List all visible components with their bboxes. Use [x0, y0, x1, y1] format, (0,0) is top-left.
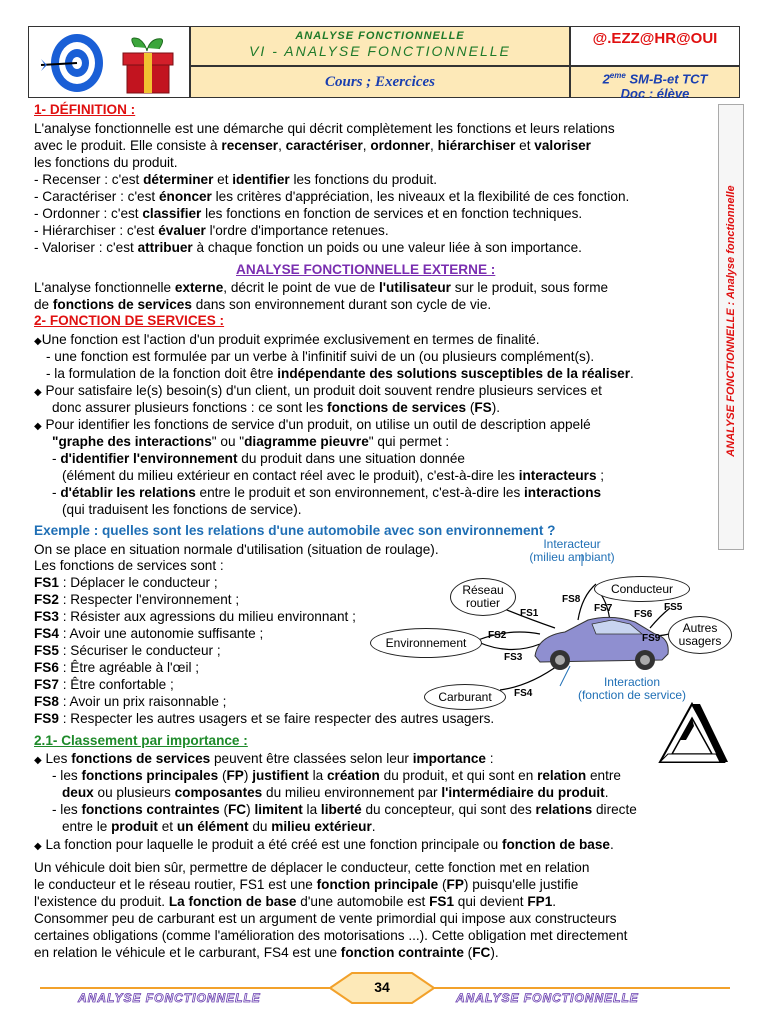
t: La fonction de base	[168, 894, 297, 909]
t: produit	[111, 819, 158, 834]
fs-text: : Déplacer le conducteur ;	[58, 575, 218, 590]
def-ordonner	[34, 205, 582, 222]
classement-para-6	[34, 944, 499, 961]
bullet-icon: ◆	[34, 421, 42, 432]
t: FP	[446, 877, 464, 892]
t: les fonctions du produit.	[289, 172, 438, 187]
page-number: 34	[374, 979, 390, 995]
bubble-reseau-routier	[450, 578, 516, 616]
t: du produit, et qui sont en	[379, 768, 538, 783]
t: (milieu ambiant)	[529, 550, 615, 564]
t: liberté	[320, 802, 362, 817]
header-title-top	[190, 26, 570, 66]
t: (	[466, 400, 475, 415]
t: ).	[491, 400, 501, 415]
fs-item	[34, 659, 199, 676]
t: dans son environnement durant son cycle de vie.	[191, 297, 492, 312]
fs-line-9	[62, 467, 604, 484]
header-author-cell	[570, 26, 740, 66]
fs-item	[34, 642, 221, 659]
t: - la formulation de la fonction doit être	[46, 366, 278, 381]
t: L'analyse fonctionnelle	[34, 280, 175, 295]
level-number: 2	[602, 71, 610, 87]
t: limitent	[254, 802, 303, 817]
fs-line-5	[52, 399, 500, 416]
t: - Hiérarchiser : c'est	[34, 223, 159, 238]
fs-item	[34, 693, 226, 710]
header-doc: Doc : élève	[620, 86, 690, 102]
fs-text: : Sécuriser le conducteur ;	[58, 643, 221, 658]
level-sup: eme	[609, 71, 626, 80]
def-valoriser	[34, 239, 582, 256]
fs9-label: FS9	[642, 633, 661, 644]
fs-code: FS5	[34, 643, 59, 658]
t: la	[308, 768, 327, 783]
externe-line-1	[34, 279, 608, 296]
side-vertical-text: ANALYSE FONCTIONNELLE : Analyse fonctionnelle	[725, 185, 737, 457]
fs-heading: 2- FONCTION DE SERVICES :	[34, 313, 225, 328]
classement-para-5: certaines obligations (comme l'amélioration des motorisations ...). Cette obligation met directement	[34, 928, 628, 943]
t: , décrit le point de vue de	[223, 280, 379, 295]
fs-code: FS4	[34, 626, 59, 641]
classement-line-2	[52, 767, 621, 784]
t: entre	[586, 768, 621, 783]
fs-text: : Respecter l'environnement ;	[58, 592, 240, 607]
t: relation	[537, 768, 587, 783]
t: " ou "	[211, 434, 245, 449]
example-heading: Exemple : quelles sont les relations d'une automobile avec son environnement ?	[34, 523, 556, 538]
t: classifier	[142, 206, 202, 221]
t: Interaction	[603, 675, 661, 689]
header-subtitle-cell	[190, 66, 570, 98]
t: fonctions de services	[71, 751, 211, 766]
fs-line-2: - une fonction est formulée par un verbe à l'infinitif suivi de un (ou plusieurs complément(s).	[46, 349, 595, 364]
def-para-2	[34, 137, 591, 154]
fs-code: FS3	[34, 609, 59, 624]
fs-item	[34, 591, 239, 608]
t: FC	[472, 945, 491, 960]
t: fonction contrainte	[340, 945, 464, 960]
t: d'établir les relations	[60, 485, 196, 500]
definition-heading: 1- DÉFINITION :	[34, 102, 136, 117]
t: " qui permet :	[368, 434, 450, 449]
fs-text: : Respecter les autres usagers et se faire respecter des autres usagers.	[58, 711, 495, 726]
t: FP1	[527, 894, 553, 909]
t: (élément du milieu extérieur en contact réel avec le produit), c'est-à-dire les	[62, 468, 519, 483]
t: composantes	[174, 785, 263, 800]
fs5-label: FS5	[664, 602, 683, 613]
t: deux	[62, 785, 94, 800]
fs-item	[34, 710, 494, 727]
t: "graphe des interactions	[52, 434, 212, 449]
t: .	[604, 785, 609, 800]
interaction-label	[564, 676, 700, 702]
fs-text: : Avoir un prix raisonnable ;	[58, 694, 227, 709]
t: interactions	[524, 485, 602, 500]
t: l'existence du produit.	[34, 894, 169, 909]
t: importance	[412, 751, 486, 766]
t: du concepteur, qui sont des	[361, 802, 536, 817]
pieuvre-diagram	[360, 536, 720, 708]
bullet-icon: ◆	[34, 387, 42, 398]
t: -	[52, 451, 61, 466]
classement-line-4	[52, 801, 637, 818]
t: fonctions de services	[327, 400, 467, 415]
bubble-environnement: Environnement	[370, 628, 482, 658]
t: à chaque fonction un poids ou une valeur liée à son importance.	[192, 240, 582, 255]
side-vertical-label	[718, 104, 744, 550]
t: avec le produit. Elle consiste à	[34, 138, 222, 153]
t: - Caractériser : c'est	[34, 189, 159, 204]
t: du milieu environnement par	[262, 785, 442, 800]
fs2-label: FS2	[488, 630, 507, 641]
t: routier	[465, 596, 500, 610]
t: indépendante des solutions susceptibles de la réaliser	[277, 366, 631, 381]
fs-code: FS1	[34, 575, 59, 590]
t: l'ordre d'importance retenues.	[205, 223, 389, 238]
classement-para-2	[34, 876, 578, 893]
t: .	[552, 894, 557, 909]
t: (	[463, 945, 473, 960]
t: l'utilisateur	[378, 280, 451, 295]
t: fonction principale	[316, 877, 439, 892]
fs-line-10	[52, 484, 601, 501]
fs-line-11: (qui traduisent les fonctions de service).	[62, 502, 302, 517]
t: Interacteur	[543, 537, 601, 551]
fs-text: : Avoir une autonomie suffisante ;	[58, 626, 264, 641]
t: du produit dans une situation donnée	[237, 451, 465, 466]
target-logo-icon	[37, 31, 107, 95]
externe-line-2	[34, 296, 491, 313]
t: Pour satisfaire le(s) besoin(s) d'un client, un produit doit souvent rendre plusieurs services et	[45, 383, 602, 398]
t: Une fonction est l'action d'un produit exprimée exclusivement en termes de finalité.	[41, 332, 540, 347]
t: entre le	[62, 819, 112, 834]
bubble-carburant: Carburant	[424, 684, 506, 710]
t: directe	[592, 802, 637, 817]
t: évaluer	[158, 223, 206, 238]
t: qui devient	[454, 894, 528, 909]
classement-line-3	[62, 784, 608, 801]
t: (	[438, 877, 447, 892]
t: ,	[278, 138, 286, 153]
t: recenser	[221, 138, 279, 153]
example-intro-2: Les fonctions de services sont :	[34, 558, 224, 573]
t: les critères d'appréciation, les niveaux et la flexibilité de ces fonction.	[211, 189, 630, 204]
t: diagramme pieuvre	[244, 434, 369, 449]
t: du	[248, 819, 272, 834]
t: - les	[52, 802, 82, 817]
bullet-icon: ◆	[34, 336, 42, 347]
t: FS1	[429, 894, 455, 909]
fs-code: FS6	[34, 660, 59, 675]
t: - Ordonner : c'est	[34, 206, 143, 221]
t: )	[243, 768, 253, 783]
t: fonctions principales	[81, 768, 219, 783]
t: relations	[535, 802, 593, 817]
t: FP	[226, 768, 244, 783]
t: peuvent être classées selon leur	[210, 751, 413, 766]
classement-para-3	[34, 893, 556, 910]
t: valoriser	[534, 138, 591, 153]
fs-item	[34, 574, 218, 591]
def-para-1: L'analyse fonctionnelle est une démarche qui décrit complètement les fonctions et leurs relations	[34, 121, 615, 136]
t: (	[219, 802, 228, 817]
t: fonctions contraintes	[81, 802, 220, 817]
header-top-title: ANALYSE FONCTIONNELLE	[295, 30, 465, 42]
t: l'intermédiaire du produit	[441, 785, 605, 800]
t: énoncer	[158, 189, 212, 204]
t: Les	[45, 751, 72, 766]
def-para-3: les fonctions du produit.	[34, 155, 178, 170]
bullet-icon: ◆	[34, 755, 42, 766]
t: ,	[430, 138, 438, 153]
bubble-autres-usagers	[668, 616, 732, 654]
externe-heading: ANALYSE FONCTIONNELLE EXTERNE :	[236, 262, 496, 277]
fs-line-8	[52, 450, 465, 467]
t: donc assurer plusieurs fonctions : ce sont les	[52, 400, 328, 415]
fs6-label: FS6	[634, 609, 653, 620]
footer-left-text: ANALYSE FONCTIONNELLE	[78, 991, 261, 1005]
t: d'une automobile est	[296, 894, 430, 909]
footer-right-text: ANALYSE FONCTIONNELLE	[456, 991, 639, 1005]
t: et	[157, 819, 177, 834]
t: )	[246, 802, 255, 817]
t: -	[52, 485, 61, 500]
header-level	[571, 68, 739, 86]
t: en relation le véhicule et le carburant, FS4 est une	[34, 945, 341, 960]
classement-line-5	[62, 818, 376, 835]
bullet-icon: ◆	[34, 841, 42, 852]
gift-icon	[115, 33, 181, 95]
footer-page-badge	[330, 971, 434, 1005]
t: FC	[228, 802, 247, 817]
fs-item	[34, 676, 174, 693]
t: ;	[596, 468, 605, 483]
t: .	[630, 366, 634, 381]
bubble-conducteur: Conducteur	[594, 576, 690, 602]
t: déterminer	[143, 172, 214, 187]
header-author: @.EZZ@HR@OUI	[592, 30, 718, 47]
t: externe	[174, 280, 224, 295]
t: .	[371, 819, 376, 834]
fs-code: FS8	[34, 694, 59, 709]
t: ,	[362, 138, 371, 153]
fs-line-3	[46, 365, 634, 382]
t: un élément	[176, 819, 249, 834]
t: ).	[490, 945, 499, 960]
t: Pour identifier les fonctions de service d'un produit, on utilise un outil de description appelé	[45, 417, 591, 432]
t: fonctions de services	[52, 297, 192, 312]
t: identifier	[232, 172, 290, 187]
t: et	[213, 172, 233, 187]
t: ) puisqu'elle justifie	[463, 877, 579, 892]
t: (fonction de service)	[577, 688, 687, 702]
fs-item	[34, 608, 356, 625]
t: - Recenser : c'est	[34, 172, 144, 187]
fs8-label: FS8	[562, 594, 581, 605]
t: :	[486, 751, 494, 766]
level-text: SM-B-et TCT	[629, 71, 708, 87]
fs3-label: FS3	[504, 652, 523, 663]
fs4-label: FS4	[514, 688, 533, 699]
header-level-cell	[570, 66, 740, 102]
fs-text: : Être confortable ;	[58, 677, 174, 692]
interacteur-label	[512, 538, 632, 564]
fs-code: FS2	[34, 592, 59, 607]
t: et	[515, 138, 535, 153]
t: FS	[474, 400, 492, 415]
penrose-triangle-icon	[656, 700, 728, 770]
fs1-label: FS1	[520, 608, 539, 619]
t: milieu extérieur	[271, 819, 372, 834]
t: création	[326, 768, 380, 783]
t: d'identifier l'environnement	[60, 451, 238, 466]
t: entre le produit et son environnement, c'est-à-dire les	[195, 485, 525, 500]
t: ordonner	[370, 138, 430, 153]
classement-line-6	[34, 836, 614, 855]
classement-heading: 2.1- Classement par importance :	[34, 733, 248, 748]
fs-code: FS9	[34, 711, 59, 726]
fs-text: : Résister aux agressions du milieu environnant ;	[58, 609, 356, 624]
t: la	[302, 802, 321, 817]
t: fonction de base	[501, 837, 610, 852]
fs-line-7	[52, 433, 449, 450]
t: hiérarchiser	[437, 138, 516, 153]
t: Réseau	[462, 583, 504, 597]
t: caractériser	[285, 138, 363, 153]
classement-para-1: Un véhicule doit bien sûr, permettre de déplacer le conducteur, cette fonction met en relation	[34, 860, 590, 875]
fs7-label: FS7	[594, 603, 613, 614]
fs-code: FS7	[34, 677, 59, 692]
header-logo-cell	[28, 26, 190, 98]
fs-item	[34, 625, 263, 642]
header-main-title: VI - ANALYSE FONCTIONNELLE	[249, 43, 511, 59]
t: ou plusieurs	[93, 785, 175, 800]
t: .	[609, 837, 614, 852]
classement-para-4: Consommer peu de carburant est un argument de vente primordial qui impose aux constructeurs	[34, 911, 617, 926]
t: - les	[52, 768, 82, 783]
example-intro-1: On se place en situation normale d'utilisation (situation de roulage).	[34, 542, 439, 557]
footer	[20, 965, 748, 1015]
t: justifient	[252, 768, 309, 783]
t: le conducteur et le réseau routier, FS1 est une	[34, 877, 317, 892]
t: Autres	[682, 621, 718, 635]
t: attribuer	[137, 240, 193, 255]
t: de	[34, 297, 53, 312]
t: (	[218, 768, 227, 783]
t: les fonctions en fonction de services et en fonction techniques.	[201, 206, 583, 221]
t: interacteurs	[518, 468, 597, 483]
t: - Valoriser : c'est	[34, 240, 138, 255]
def-recenser	[34, 171, 437, 188]
header-subtitle: Cours ; Exercices	[325, 74, 435, 90]
t: sur le produit, sous forme	[450, 280, 609, 295]
t: usagers	[678, 634, 722, 648]
fs-text: : Être agréable à l'œil ;	[58, 660, 200, 675]
def-caracteriser	[34, 188, 629, 205]
def-hierarchiser	[34, 222, 389, 239]
t: La fonction pour laquelle le produit a été créé est une fonction principale ou	[45, 837, 502, 852]
